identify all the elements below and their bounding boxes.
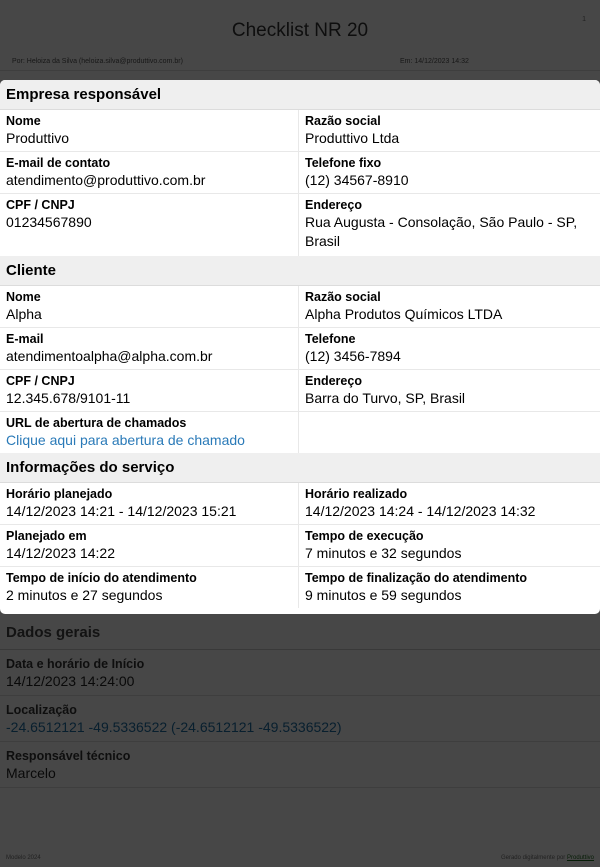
- field-value: 01234567890: [6, 214, 92, 230]
- servico-grid: [0, 483, 600, 608]
- field-label: E-mail de contato: [6, 156, 111, 170]
- field-label: Telefone fixo: [305, 156, 382, 170]
- field-nome: [0, 286, 298, 327]
- field-value: Produttivo: [6, 130, 70, 146]
- empty-cell: [299, 412, 600, 453]
- empresa-grid: [0, 110, 600, 256]
- field-label: Planejado em: [6, 529, 87, 543]
- field-label: Endereço: [305, 374, 362, 388]
- section-title-servico: Informações do serviço: [0, 453, 600, 483]
- field-tempo-inicio: [0, 567, 298, 608]
- field-value: (12) 3456-7894: [305, 348, 401, 364]
- field-label: Telefone: [305, 332, 356, 346]
- field-nome: [0, 110, 298, 151]
- field-endereco: [299, 370, 600, 411]
- field-cpf-cnpj: [0, 370, 298, 411]
- field-label: Tempo de início do atendimento: [6, 571, 197, 585]
- field-value: 14/12/2023 14:21 - 14/12/2023 15:21: [6, 503, 237, 519]
- field-label: Razão social: [305, 114, 381, 128]
- field-razao-social: [299, 110, 600, 151]
- field-tempo-finalizacao: [299, 567, 600, 608]
- field-value: Barra do Turvo, SP, Brasil: [305, 390, 466, 406]
- field-razao-social: [299, 286, 600, 327]
- field-value: 14/12/2023 14:24 - 14/12/2023 14:32: [305, 503, 536, 519]
- field-url-chamados: [0, 412, 298, 453]
- section-title-cliente: Cliente: [0, 256, 600, 286]
- field-email: [0, 328, 298, 369]
- field-value: Produttivo Ltda: [305, 130, 400, 146]
- section-title-empresa: Empresa responsável: [0, 80, 600, 110]
- field-label: E-mail: [6, 332, 44, 346]
- field-value: Alpha: [6, 306, 42, 322]
- field-label: Horário realizado: [305, 487, 408, 501]
- field-value: 7 minutos e 32 segundos: [305, 545, 462, 561]
- field-endereco: [299, 194, 600, 256]
- field-email: [0, 152, 298, 193]
- field-tempo-execucao: [299, 525, 600, 566]
- field-label: Horário planejado: [6, 487, 113, 501]
- field-cpf-cnpj: [0, 194, 298, 256]
- field-horario-planejado: [0, 483, 298, 524]
- field-value: (12) 34567-8910: [305, 172, 409, 188]
- highlighted-card: [0, 80, 600, 614]
- field-label: Tempo de execução: [305, 529, 424, 543]
- field-horario-realizado: [299, 483, 600, 524]
- open-ticket-link[interactable]: Clique aqui para abertura de chamado: [6, 432, 245, 448]
- field-value: 9 minutos e 59 segundos: [305, 587, 462, 603]
- cliente-grid: [0, 286, 600, 453]
- field-label: URL de abertura de chamados: [6, 416, 187, 430]
- field-label: Endereço: [305, 198, 362, 212]
- field-value: Rua Augusta - Consolação, São Paulo - SP, Brasil: [305, 214, 578, 249]
- field-telefone: [299, 328, 600, 369]
- field-value: 14/12/2023 14:22: [6, 545, 115, 561]
- field-value: 2 minutos e 27 segundos: [6, 587, 163, 603]
- field-planejado-em: [0, 525, 298, 566]
- field-label: CPF / CNPJ: [6, 198, 75, 212]
- field-label: Nome: [6, 114, 41, 128]
- field-label: Razão social: [305, 290, 381, 304]
- field-value: Alpha Produtos Químicos LTDA: [305, 306, 503, 322]
- field-telefone: [299, 152, 600, 193]
- field-label: CPF / CNPJ: [6, 374, 75, 388]
- field-value: 12.345.678/9101-11: [6, 390, 131, 406]
- field-value: atendimentoalpha@alpha.com.br: [6, 348, 213, 364]
- field-label: Nome: [6, 290, 41, 304]
- field-value: atendimento@produttivo.com.br: [6, 172, 206, 188]
- field-label: Tempo de finalização do atendimento: [305, 571, 528, 585]
